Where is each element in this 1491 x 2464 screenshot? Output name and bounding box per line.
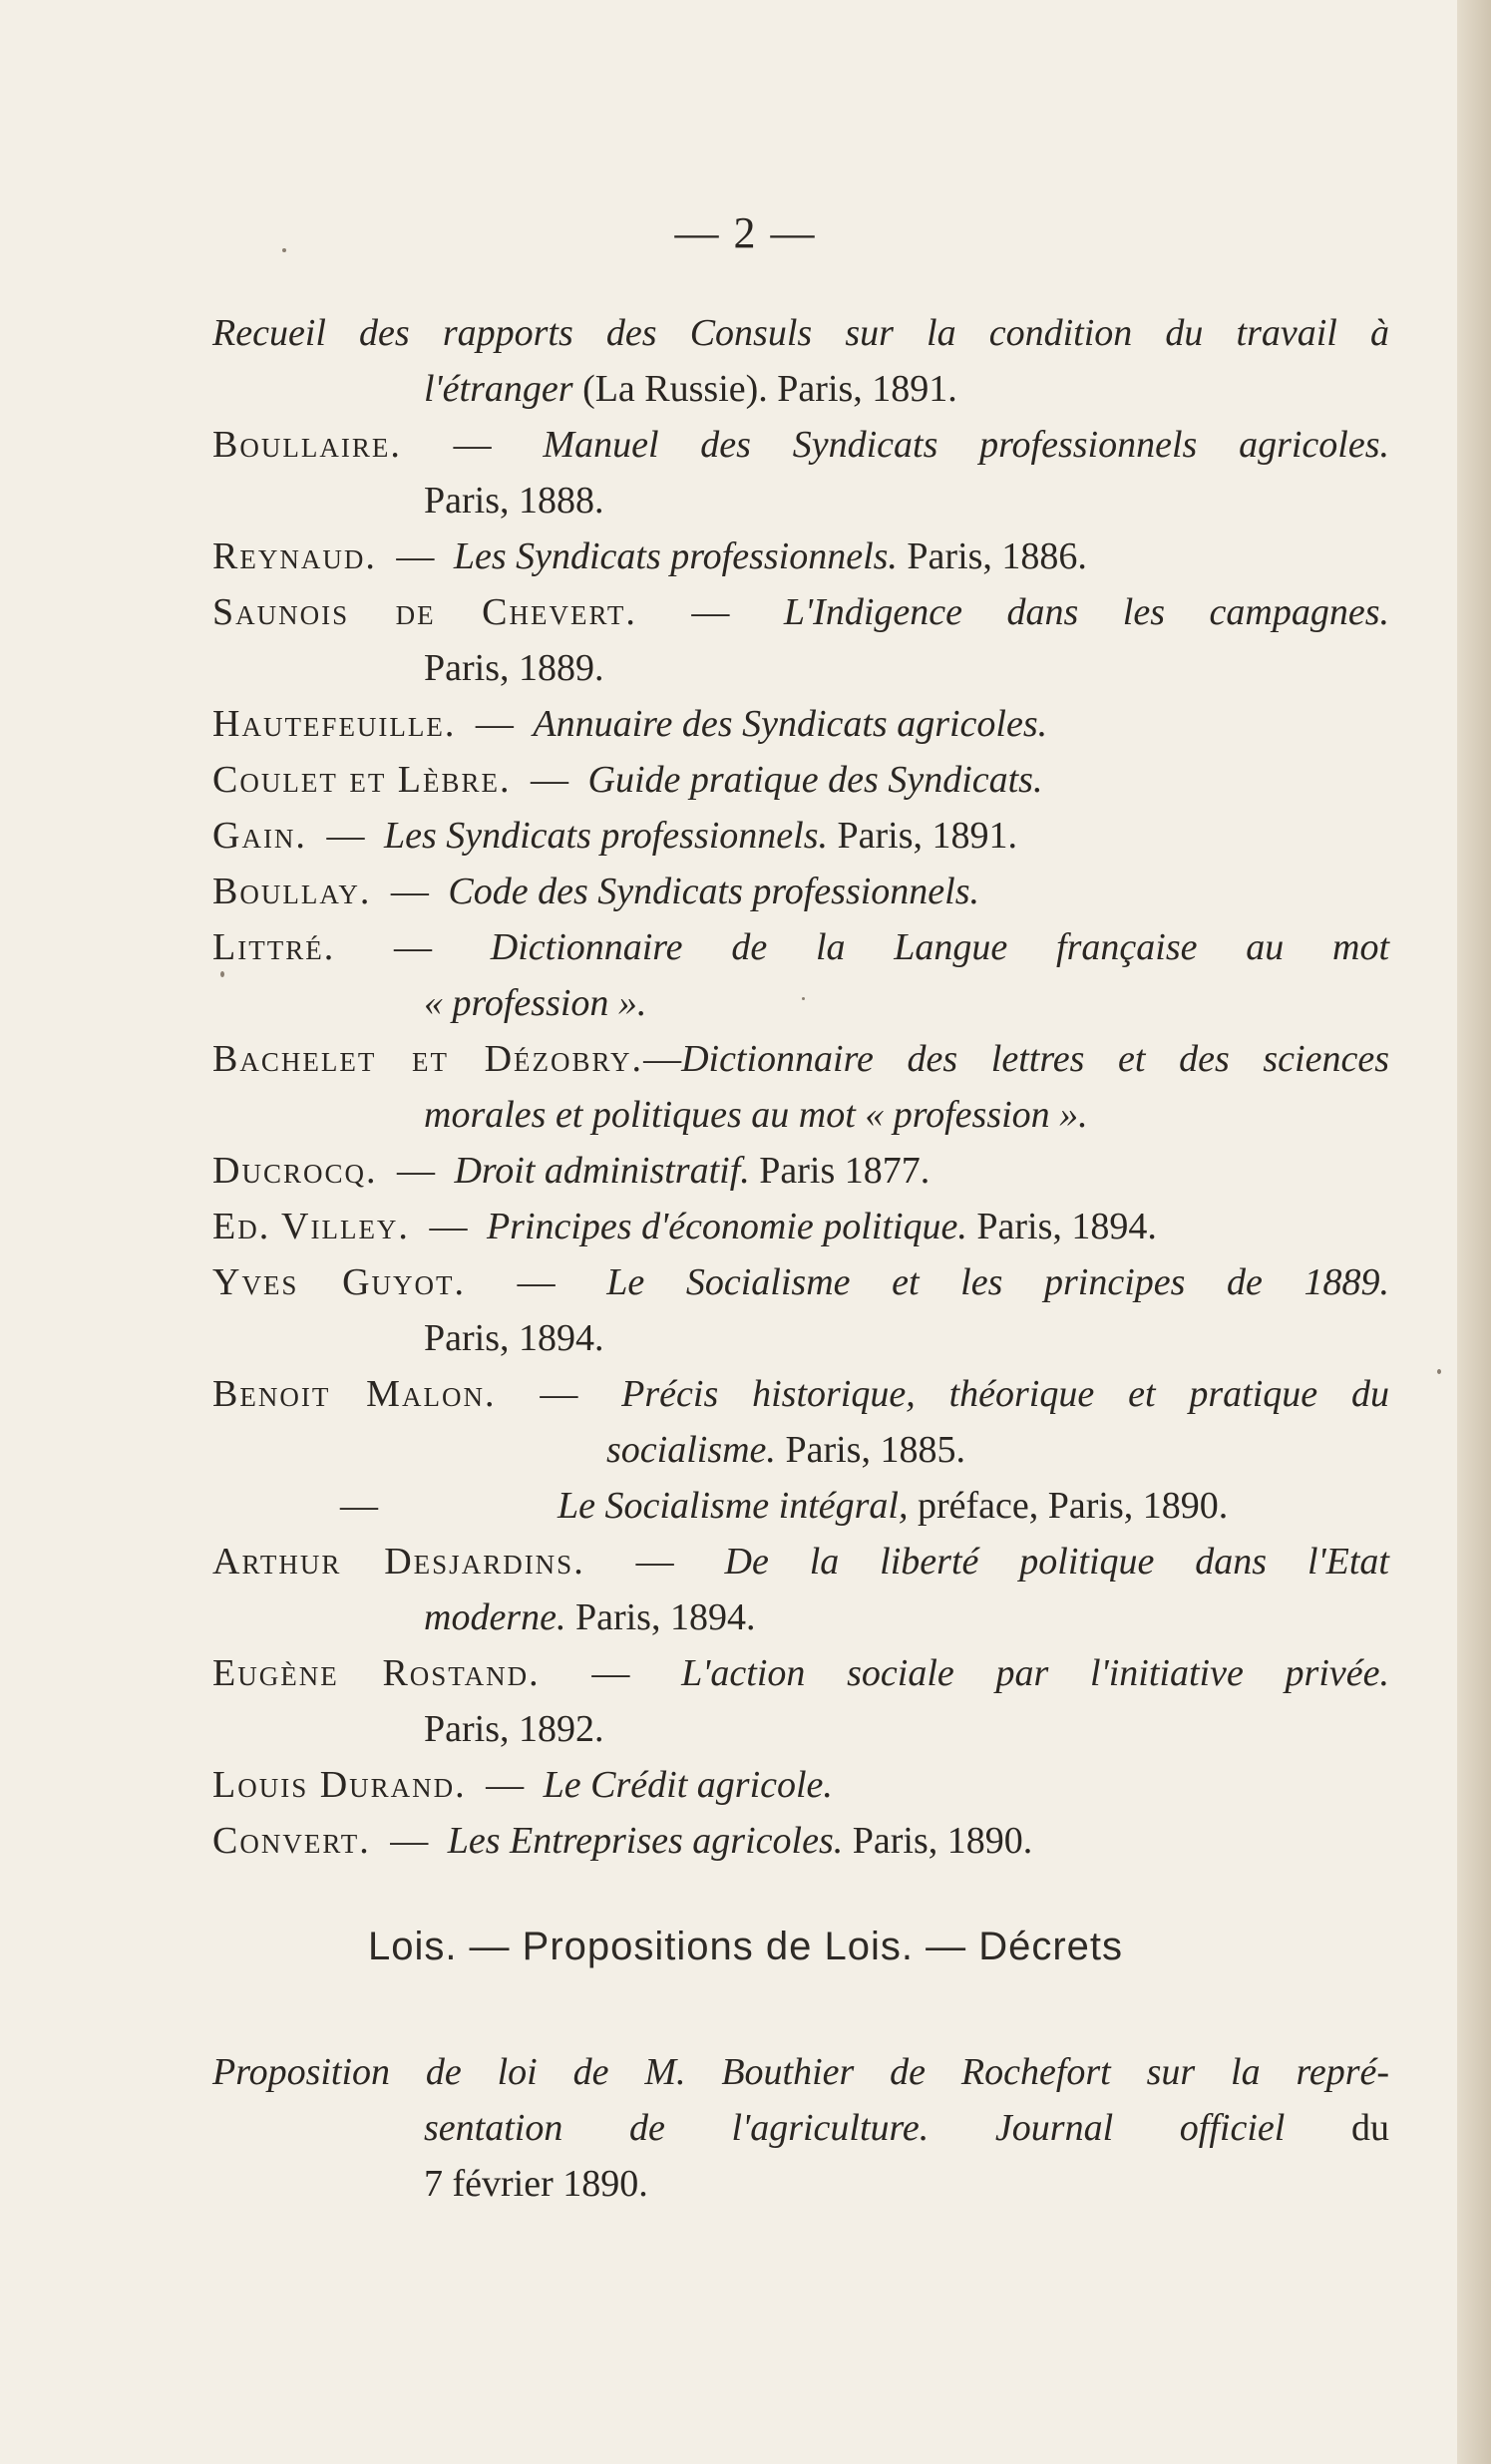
scan-speck — [802, 997, 805, 1000]
author-name: Louis Durand. — [212, 1764, 467, 1806]
bibliography-entry — [212, 1478, 1389, 1534]
author-name: Arthur Desjardins. — [212, 1541, 585, 1583]
em-dash: — — [326, 815, 365, 857]
publication-info: Paris, 1889. — [424, 647, 604, 689]
publication-info: Paris, 1886. — [897, 535, 1087, 577]
bibliography-entry — [212, 1645, 1389, 1757]
work-title: morales et politiques au mot « profession ». — [424, 1094, 1088, 1136]
proposition-paragraph — [212, 2044, 1389, 2212]
em-dash: — — [390, 1820, 429, 1862]
author-name: Bachelet et Dézobry. — [212, 1038, 644, 1080]
author-name: Saunois de Chevert. — [212, 591, 637, 633]
publication-info: (La Russie). Paris, 1891. — [572, 368, 957, 410]
publication-info: Paris, 1890. — [843, 1820, 1033, 1862]
page-number: — 2 — — [674, 208, 817, 257]
bibliography-entry — [212, 752, 1389, 808]
em-dash: — — [486, 1764, 525, 1806]
publication-info: Paris, 1894. — [565, 1596, 756, 1638]
work-title: Le Socialisme et les principes de 1889. — [606, 1261, 1390, 1303]
publication-info: Paris, 1892. — [424, 1708, 604, 1750]
em-dash: — — [591, 1652, 630, 1694]
work-title: Principes d'économie politique. — [486, 1206, 967, 1247]
work-title: L'action sociale par l'initiative privée. — [681, 1652, 1390, 1694]
author-name: Hautefeuille. — [212, 703, 457, 745]
author-name: Eugène Rostand. — [212, 1652, 541, 1694]
section-heading: Lois. — Propositions de Lois. — Décrets — [367, 1925, 1124, 1968]
work-title: L'Indigence dans les campagnes. — [783, 591, 1389, 633]
bibliography-entry — [212, 1031, 1389, 1143]
work-title: Recueil des rapports des Consuls sur la condition du travail à — [212, 312, 1389, 354]
work-title: Le Socialisme intégral, — [558, 1485, 909, 1527]
ditto-dash: — — [340, 1485, 378, 1527]
work-title: Annuaire des Syndicats agricoles. — [533, 703, 1048, 745]
em-dash: — — [643, 1038, 682, 1080]
author-name: Littré. — [212, 926, 336, 968]
author-name: Boullaire. — [212, 424, 402, 466]
em-dash: — — [540, 1373, 578, 1415]
bibliography-entry — [212, 864, 1389, 919]
bibliography-entry — [212, 1199, 1389, 1254]
bibliography-entry — [212, 919, 1389, 1031]
publication-info: Paris, 1885. — [775, 1429, 965, 1471]
publication-date: 7 février 1890. — [424, 2163, 648, 2205]
author-name: Ed. Villey. — [212, 1206, 410, 1247]
em-dash: — — [531, 759, 569, 801]
bibliography-entry — [212, 1813, 1389, 1869]
work-title: sentation de l'agriculture. Journal officiel — [424, 2107, 1286, 2149]
author-name: Gain. — [212, 815, 307, 857]
em-dash: — — [691, 591, 730, 633]
em-dash: — — [393, 926, 432, 968]
author-name: Ducrocq. — [212, 1150, 378, 1192]
bibliography-entry — [212, 528, 1389, 584]
bibliography-entry — [212, 417, 1389, 528]
work-title: Droit administratif. — [454, 1150, 750, 1192]
publication-info: Paris 1877. — [749, 1150, 931, 1192]
author-name: Convert. — [212, 1820, 371, 1862]
em-dash: — — [396, 1150, 435, 1192]
bibliography-entry — [212, 1757, 1389, 1813]
author-name: Reynaud. — [212, 535, 377, 577]
work-title: moderne. — [424, 1596, 566, 1638]
work-title: Dictionnaire des lettres et des sciences — [681, 1038, 1389, 1080]
publication-info: préface, Paris, 1890. — [908, 1485, 1229, 1527]
em-dash: — — [396, 535, 435, 577]
bibliography-entry — [212, 1534, 1389, 1645]
publication-info: Paris, 1891. — [828, 815, 1018, 857]
em-dash: — — [517, 1261, 556, 1303]
bibliography-entry — [212, 1366, 1389, 1478]
em-dash: — — [390, 871, 429, 912]
scan-speck — [1437, 1369, 1441, 1374]
author-name: Benoit Malon. — [212, 1373, 497, 1415]
work-title: De la liberté politique dans l'Etat — [724, 1541, 1389, 1583]
scan-speck — [220, 971, 224, 977]
bibliography-entry — [212, 696, 1389, 752]
bibliography-entry — [212, 584, 1389, 696]
publication-info: Paris, 1888. — [424, 480, 604, 522]
work-title: Les Syndicats professionnels. — [453, 535, 898, 577]
bibliography-entry — [212, 1254, 1389, 1366]
work-title: socialisme. — [606, 1429, 776, 1471]
em-dash: — — [475, 703, 514, 745]
author-name: Yves Guyot. — [212, 1261, 466, 1303]
publication-info: Paris, 1894. — [966, 1206, 1157, 1247]
author-name: Coulet et Lèbre. — [212, 759, 512, 801]
work-title: Précis historique, théorique et pratique du — [621, 1373, 1389, 1415]
work-title: Guide pratique des Syndicats. — [587, 759, 1043, 801]
work-title: Code des Syndicats professionnels. — [448, 871, 980, 912]
scan-speck — [282, 248, 286, 252]
work-title: Proposition de loi de M. Bouthier de Rochefort sur la repré- — [212, 2051, 1389, 2093]
work-title: « profession ». — [424, 982, 647, 1024]
author-name: Boullay. — [212, 871, 372, 912]
em-dash: — — [453, 424, 492, 466]
em-dash: — — [429, 1206, 468, 1247]
work-title: Les Syndicats professionnels. — [383, 815, 829, 857]
bibliography-entry — [212, 1143, 1389, 1199]
work-title: Les Entreprises agricoles. — [447, 1820, 844, 1862]
work-title: Dictionnaire de la Langue française au mot — [490, 926, 1390, 968]
bibliography-entry — [212, 808, 1389, 864]
page-edge-shadow — [1457, 0, 1491, 2464]
bibliography-entry — [212, 305, 1389, 417]
work-title: Le Crédit agricole. — [543, 1764, 833, 1806]
em-dash: — — [635, 1541, 674, 1583]
publication-info: du — [1285, 2107, 1390, 2149]
work-title: Manuel des Syndicats professionnels agricoles. — [543, 424, 1390, 466]
publication-info: Paris, 1894. — [424, 1317, 604, 1359]
work-title: l'étranger — [424, 368, 573, 410]
